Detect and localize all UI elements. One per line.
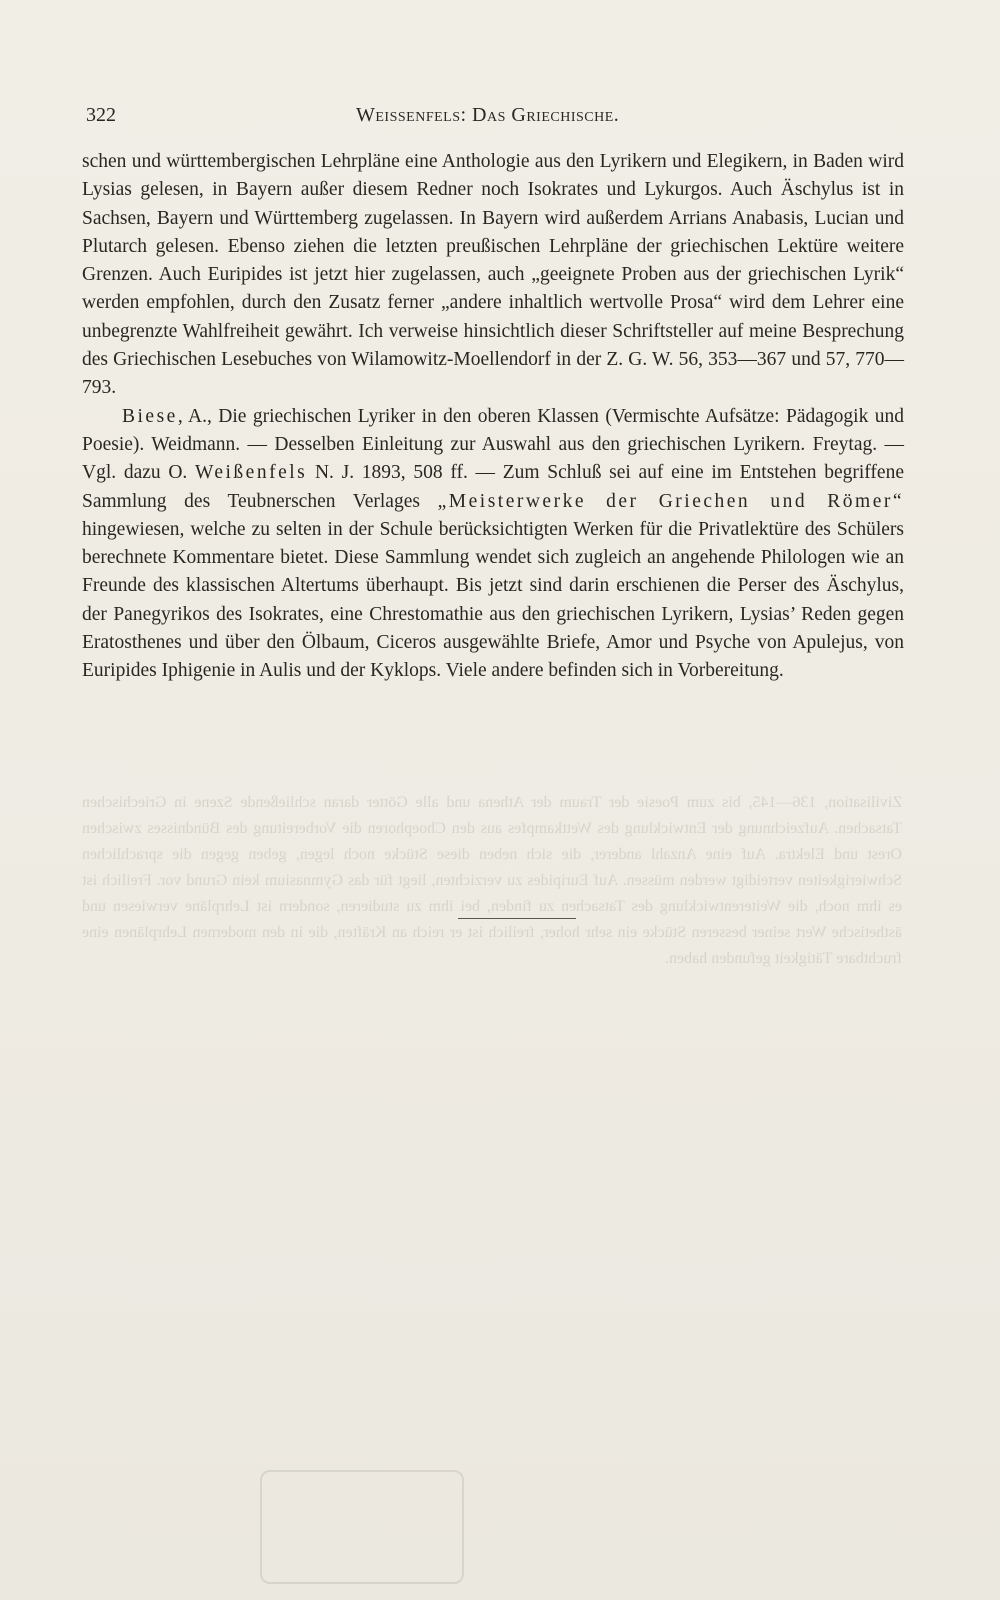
reference-text: , A., Die griechischen Lyriker in den oberen Klassen (Vermischte Aufsätze: Pädagogik und Poesie). Weidmann. — Desselben Einleitung zur Auswahl aus den griechischen Lyrikern. Freytag. — Vgl. dazu O.	[82, 405, 904, 484]
author-biese: Biese	[122, 405, 178, 427]
paragraph-lehrplaene: schen und württembergischen Lehrpläne eine Anthologie aus den Lyrikern und Elegikern, in Baden wird Lysias gelesen, in Bayern außer diesem Redner noch Isokrates und Lykurgos. Auch Äschylus ist in Sachsen, Bayern und Württemberg zugelassen. In Bayern wird außerdem Arrians Anabasis, Lucian und Plutarch gelesen. Ebenso ziehen die letzten preußischen Lehrpläne der griechischen Lektüre weitere Grenzen. Auch Euripides ist jetzt hier zugelassen, auch „geeignete Proben aus der griechischen Lyrik“ werden empfohlen, durch den Zusatz ferner „andere inhaltlich wertvolle Prosa“ wird dem Lehrer eine unbegrenzte Wahlfreiheit gewährt. Ich verweise hinsichtlich dieser Schriftsteller auf meine Besprechung des Griechischen Lesebuches von Wilamowitz-Moellendorf in der Z. G. W. 56, 353—367 und 57, 770—793.	[82, 151, 904, 399]
bleed-through-text: Zivilisation, 136—145, bis zum Poesie der Traum der Athena und alle Götter daran schließende Szene in Griechischen Tatsachen. Aufzeichnung der Entwicklung des Wettkampfes aus den Choephoren die Vorbereitung des Bündnisses zwischen Orest und Elektra. Auf eine Anzahl anderer, die sich neben diese Stücke noch legen, geben gegen die sprachlichen Schwierigkeiten verteidigt werden müssen. Auf Euripides zu verzichten, liegt für das Gymnasium kein Grund vor. Freilich ist es ihm noch, die Weiterentwicklung des Tatsachen zu finden, bei ihm zu studieren, sondern ist Lehrpläne verwiesen und ästhetische Wert seiner besseren Stücke ein sehr hoher, freilich ist er reich an Kräften, die in den modernen Lehrplänen eine fruchtbare Tätigkeit gefunden haben.	[82, 794, 902, 967]
series-description: hingewiesen, welche zu selten in der Schule berücksichtigten Werken für die Privatlektüre des Schülers berechnete Kommentare bietet. Diese Sammlung wendet sich zugleich an angehende Philologen wie an Freunde des klassischen Altertums überhaupt. Bis jetzt sind darin erschienen die Perser des Äschylus, der Panegyrikos des Isokrates, eine Chrestomathie aus den griechischen Lyrikern, Lysias’ Reden gegen Eratosthenes und über den Ölbaum, Ciceros ausgewählte Briefe, Amor und Psyche von Apulejus, von Euripides Iphigenie in Aulis und der Kyklops. Viele andere befinden sich in Vorbereitung.	[82, 518, 904, 682]
section-divider	[458, 918, 576, 919]
reference-continuation: N. J. 1893, 508 ff. — Zum Schluß sei auf eine im Entstehen begriffene Sammlung des Teubnerschen Verlages	[82, 462, 904, 512]
library-stamp-faint	[260, 1470, 464, 1584]
page-number: 322	[86, 104, 116, 126]
paragraph-literatur	[82, 403, 904, 686]
series-title: „Meisterwerke der Griechen und Römer“	[437, 490, 904, 512]
body-text	[82, 148, 904, 686]
author-weissenfels: Weißenfels	[195, 462, 308, 484]
running-title: Weissenfels: Das Griechische.	[356, 104, 620, 126]
